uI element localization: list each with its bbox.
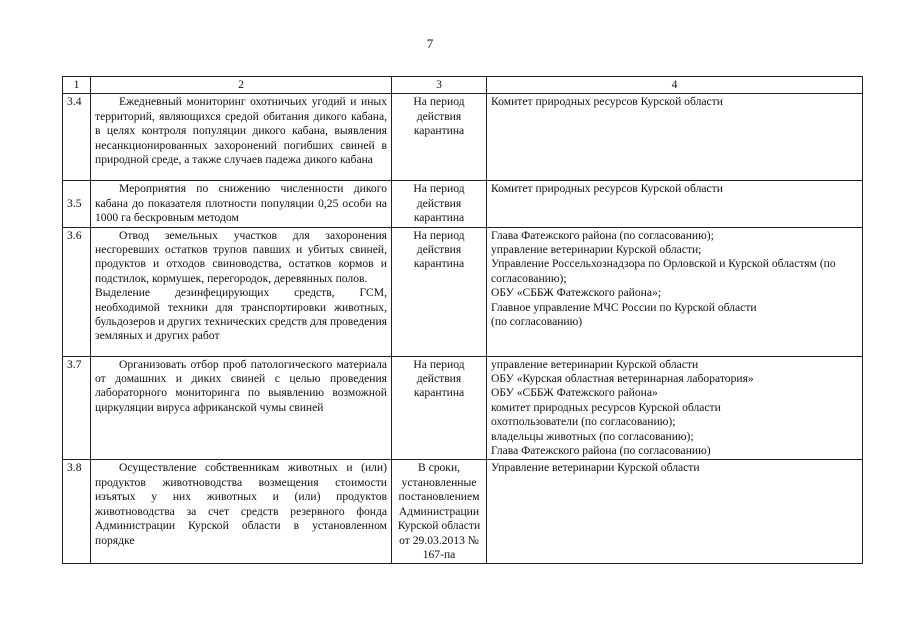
table-row (63, 181, 863, 227)
row-number: 3.7 (63, 356, 91, 460)
measure-cell (91, 227, 392, 356)
executor-line: Комитет природных ресурсов Курской области (491, 182, 723, 196)
period-cell: На период действия карантина (392, 227, 487, 356)
executor-line: Главное управление МЧС России по Курской области (491, 300, 757, 314)
measure-text: Осуществление собственникам животных и (или) продуктов животноводства возмещения стоимости изъятых у них животных и (или) продуктов животноводства за счет средств резервного фонда Администрации Курской области в установленном порядке (95, 461, 387, 547)
executor-cell (487, 227, 863, 356)
row-number: 3.8 (63, 460, 91, 564)
measure-text: Мероприятия по снижению численности дикого кабана до показателя плотности популяции 0,25 особи на 1000 га бескровным методом (95, 182, 387, 225)
page-number: 7 (426, 36, 434, 51)
executor-cell (487, 460, 863, 564)
executor-line: управление ветеринарии Курской области (491, 357, 699, 371)
header-cell-2: 2 (91, 77, 392, 94)
period-cell: В сроки, установленные постановлением Администрации Курской области от 29.03.2013 № 167-па (392, 460, 487, 564)
measures-table (62, 76, 863, 564)
row-number: 3.6 (63, 227, 91, 356)
measure-text-2: Выделение дезинфецирующих средств, ГСМ, необходимой техники для транспортировки животных, бульдозеров и других технических средств для проведения земляных и других работ (95, 286, 387, 343)
period-cell: На период действия карантина (392, 356, 487, 460)
executor-line: комитет природных ресурсов Курской области (491, 400, 721, 414)
period-cell: На период действия карантина (392, 94, 487, 181)
measure-cell (91, 181, 392, 227)
table-row (63, 356, 863, 460)
table-row (63, 94, 863, 181)
executor-line: управление ветеринарии Курской области; (491, 243, 702, 257)
header-cell-4: 4 (487, 77, 863, 94)
table-header-row (63, 77, 863, 94)
executor-line: Комитет природных ресурсов Курской области (491, 95, 723, 109)
measure-text: Отвод земельных участков для захоронения несгоревших остатков трупов павших и убитых свиней, продуктов и отходов свиноводства, остатков кормов и подстилок, кормушек, перегородок, деревянных полов. (95, 228, 387, 285)
executor-line: Управление ветеринарии Курской области (491, 461, 700, 475)
executor-line: ОБУ «СББЖ Фатежского района» (491, 386, 658, 400)
period-cell: На период действия карантина (392, 181, 487, 227)
executor-line: Глава Фатежского района (по согласованию) (491, 444, 711, 458)
measure-cell (91, 460, 392, 564)
measure-text: Организовать отбор проб патологического материала от домашних и диких свиней с целью проведения лабораторного мониторинга по выявлению возможной циркуляции вируса африканской чумы свиней (95, 357, 387, 414)
row-number: 3.4 (63, 94, 91, 181)
executor-line: владельцы животных (по согласованию); (491, 429, 694, 443)
executor-line: ОБУ «СББЖ Фатежского района»; (491, 286, 662, 300)
header-cell-3: 3 (392, 77, 487, 94)
measure-text: Ежедневный мониторинг охотничьих угодий и иных территорий, являющихся средой обитания дикого кабана, в целях контроля популяции дикого кабана, выявления несанкционированных захоронений погибших свиней в природной среде, а также случаев падежа дикого кабана (95, 95, 387, 167)
executor-line: Управление Россельхознадзора по Орловской и Курской областям (по согласованию); (491, 257, 836, 285)
executor-cell (487, 94, 863, 181)
measure-cell (91, 94, 392, 181)
executor-cell (487, 181, 863, 227)
measure-cell (91, 356, 392, 460)
executor-cell (487, 356, 863, 460)
executor-line: (по согласованию) (491, 315, 583, 329)
table-row (63, 460, 863, 564)
executor-line: ОБУ «Курская областная ветеринарная лаборатория» (491, 372, 754, 386)
executor-line: Глава Фатежского района (по согласованию); (491, 228, 714, 242)
table-row (63, 227, 863, 356)
header-cell-1: 1 (63, 77, 91, 94)
row-number: 3.5 (63, 181, 91, 227)
executor-line: охотпользователи (по согласованию); (491, 415, 676, 429)
